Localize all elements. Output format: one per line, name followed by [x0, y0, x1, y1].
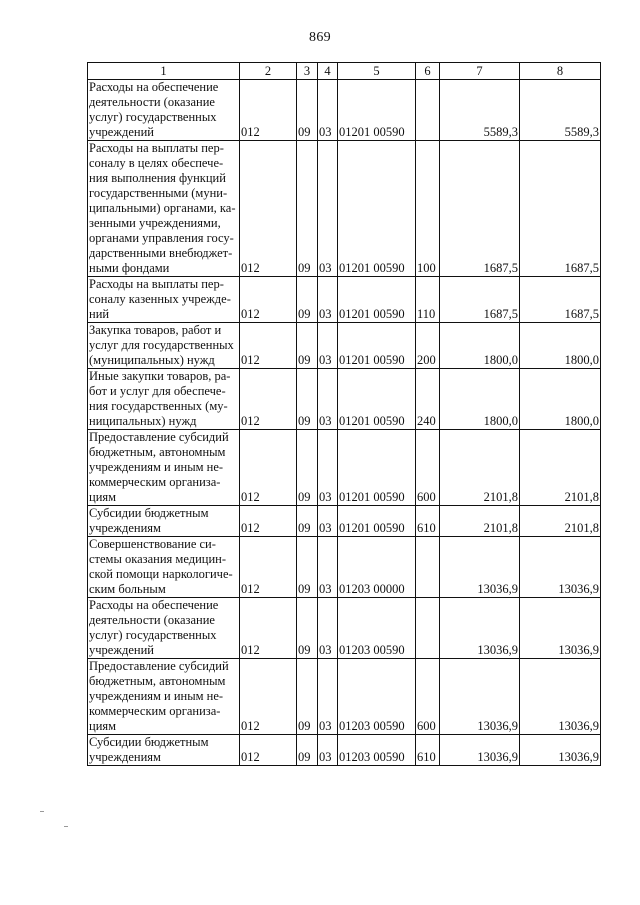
cell-subsection: 03: [318, 80, 338, 141]
header-cell: 1: [88, 63, 240, 80]
header-cell: 3: [297, 63, 318, 80]
cell-code: 012: [240, 659, 297, 735]
table-row: [88, 323, 601, 369]
cell-expense-type: [416, 537, 440, 598]
cell-target-article: 01201 00590: [338, 369, 416, 430]
cell-amount-total: 13036,9: [520, 537, 601, 598]
cell-amount: 5589,3: [440, 80, 520, 141]
table-row: [88, 277, 601, 323]
cell-amount-total: 13036,9: [520, 598, 601, 659]
cell-section: 09: [297, 506, 318, 537]
cell-expense-type: 610: [416, 735, 440, 766]
cell-section: 09: [297, 141, 318, 277]
cell-section: 09: [297, 537, 318, 598]
table-row: [88, 430, 601, 506]
cell-code: 012: [240, 598, 297, 659]
table-row: [88, 369, 601, 430]
cell-code: 012: [240, 506, 297, 537]
cell-amount: 13036,9: [440, 735, 520, 766]
cell-code: 012: [240, 537, 297, 598]
cell-target-article: 01201 00590: [338, 141, 416, 277]
cell-expense-type: 600: [416, 659, 440, 735]
cell-subsection: 03: [318, 506, 338, 537]
cell-code: 012: [240, 430, 297, 506]
cell-expense-type: 240: [416, 369, 440, 430]
row-name-cell: Совершенствование си- стемы оказания медицин- ской помощи наркологиче- ским больным: [88, 537, 240, 598]
cell-amount-total: 1800,0: [520, 323, 601, 369]
row-name-cell: Иные закупки товаров, ра- бот и услуг для обеспече- ния государственных (му- ниципальных) нужд: [88, 369, 240, 430]
header-cell: 2: [240, 63, 297, 80]
cell-subsection: 03: [318, 369, 338, 430]
cell-amount: 1800,0: [440, 369, 520, 430]
table-row: [88, 735, 601, 766]
cell-target-article: 01203 00590: [338, 735, 416, 766]
table-row: [88, 506, 601, 537]
cell-section: 09: [297, 369, 318, 430]
cell-amount-total: 1687,5: [520, 141, 601, 277]
cell-amount-total: 13036,9: [520, 735, 601, 766]
row-name-cell: Расходы на выплаты пер- соналу казенных учрежде- ний: [88, 277, 240, 323]
cell-code: 012: [240, 369, 297, 430]
cell-subsection: 03: [318, 430, 338, 506]
cell-target-article: 01203 00590: [338, 659, 416, 735]
cell-amount: 1687,5: [440, 277, 520, 323]
cell-amount: 1800,0: [440, 323, 520, 369]
table-row: [88, 537, 601, 598]
table-row: [88, 598, 601, 659]
cell-amount: 13036,9: [440, 659, 520, 735]
cell-amount: 2101,8: [440, 430, 520, 506]
cell-amount-total: 1687,5: [520, 277, 601, 323]
header-cell: 7: [440, 63, 520, 80]
cell-expense-type: [416, 80, 440, 141]
cell-expense-type: 610: [416, 506, 440, 537]
cell-expense-type: 110: [416, 277, 440, 323]
header-cell: 4: [318, 63, 338, 80]
cell-target-article: 01201 00590: [338, 430, 416, 506]
row-name-cell: Предоставление субсидий бюджетным, автономным учреждениям и иным не- коммерческим организа- циям: [88, 659, 240, 735]
header-cell: 6: [416, 63, 440, 80]
cell-section: 09: [297, 659, 318, 735]
scan-mark: [64, 826, 68, 827]
cell-section: 09: [297, 598, 318, 659]
header-cell: 8: [520, 63, 601, 80]
table-row: [88, 80, 601, 141]
cell-target-article: 01201 00590: [338, 506, 416, 537]
cell-subsection: 03: [318, 659, 338, 735]
cell-section: 09: [297, 323, 318, 369]
cell-subsection: 03: [318, 735, 338, 766]
cell-amount: 13036,9: [440, 598, 520, 659]
header-row: [88, 63, 601, 80]
cell-code: 012: [240, 323, 297, 369]
cell-amount: 1687,5: [440, 141, 520, 277]
row-name-cell: Расходы на обеспечение деятельности (оказание услуг) государственных учреждений: [88, 80, 240, 141]
cell-amount-total: 2101,8: [520, 506, 601, 537]
row-name-cell: Предоставление субсидий бюджетным, автономным учреждениям и иным не- коммерческим организа- циям: [88, 430, 240, 506]
cell-section: 09: [297, 430, 318, 506]
cell-target-article: 01201 00590: [338, 277, 416, 323]
cell-expense-type: 100: [416, 141, 440, 277]
cell-amount: 2101,8: [440, 506, 520, 537]
cell-amount-total: 1800,0: [520, 369, 601, 430]
row-name-cell: Субсидии бюджетным учреждениям: [88, 735, 240, 766]
budget-table: [87, 62, 601, 766]
table-row: [88, 659, 601, 735]
row-name-cell: Расходы на обеспечение деятельности (оказание услуг) государственных учреждений: [88, 598, 240, 659]
cell-subsection: 03: [318, 323, 338, 369]
cell-expense-type: 200: [416, 323, 440, 369]
header-cell: 5: [338, 63, 416, 80]
cell-amount: 13036,9: [440, 537, 520, 598]
cell-target-article: 01201 00590: [338, 323, 416, 369]
row-name-cell: Субсидии бюджетным учреждениям: [88, 506, 240, 537]
cell-subsection: 03: [318, 141, 338, 277]
cell-subsection: 03: [318, 598, 338, 659]
scan-mark: [40, 811, 44, 812]
cell-target-article: 01201 00590: [338, 80, 416, 141]
cell-section: 09: [297, 735, 318, 766]
row-name-cell: Закупка товаров, работ и услуг для государственных (муниципальных) нужд: [88, 323, 240, 369]
cell-amount-total: 13036,9: [520, 659, 601, 735]
cell-subsection: 03: [318, 277, 338, 323]
cell-expense-type: [416, 598, 440, 659]
cell-target-article: 01203 00590: [338, 598, 416, 659]
row-name-cell: Расходы на выплаты пер- соналу в целях обеспече- ния выполнения функций государственными (муни- ципальными) органами, ка- зенными учреждениями, органами управления госу- дарственными внебюджет- ными фондами: [88, 141, 240, 277]
table-row: [88, 141, 601, 277]
cell-target-article: 01203 00000: [338, 537, 416, 598]
cell-amount-total: 5589,3: [520, 80, 601, 141]
table-body: [88, 80, 601, 766]
cell-amount-total: 2101,8: [520, 430, 601, 506]
page-number: 869: [309, 30, 331, 45]
cell-section: 09: [297, 277, 318, 323]
cell-code: 012: [240, 735, 297, 766]
cell-code: 012: [240, 277, 297, 323]
cell-section: 09: [297, 80, 318, 141]
cell-code: 012: [240, 141, 297, 277]
cell-code: 012: [240, 80, 297, 141]
cell-expense-type: 600: [416, 430, 440, 506]
cell-subsection: 03: [318, 537, 338, 598]
